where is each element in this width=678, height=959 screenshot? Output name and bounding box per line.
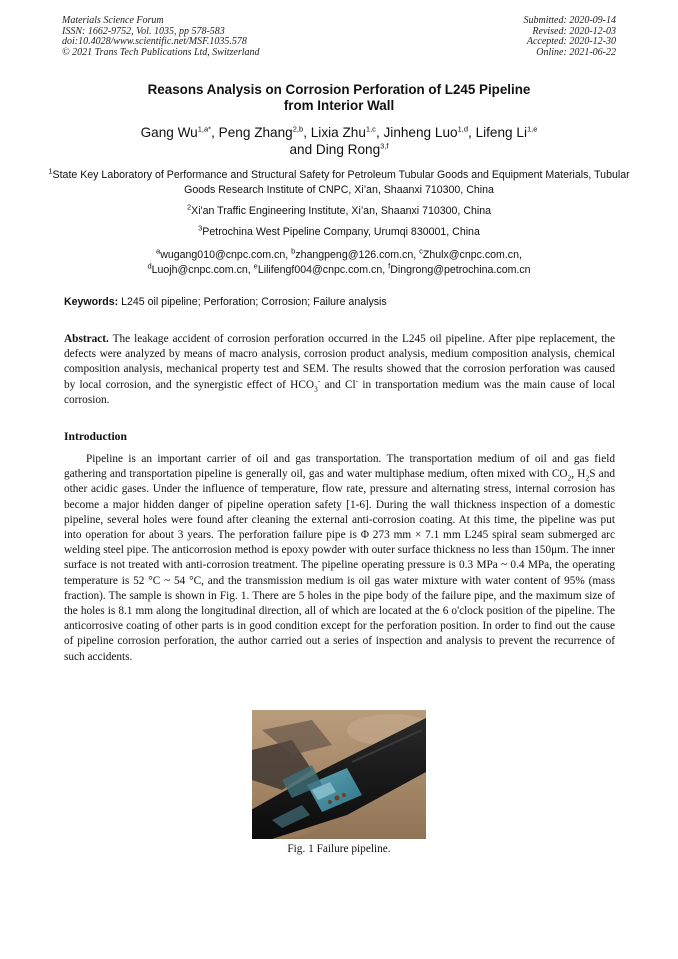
email-line-1: [40, 248, 638, 263]
affiliation-text: Xi'an Traffic Engineering Institute, Xi’an, Shaanxi 710300, China: [191, 205, 491, 217]
affiliation-mark: 2: [187, 202, 192, 212]
email-address[interactable]: Zhulx@cnpc.com.cn: [422, 249, 519, 261]
intro-text-1: Pipeline is an important carrier of oil and gas transportation. The transportation medium of oil and gas field gathering and transportation pipeline is generally oil, gas and water multiphase medium, often mixed with CO: [64, 453, 615, 481]
affiliation-text: State Key Laboratory of Performance and Structural Safety for Petroleum Tubular Goods and Equipment Materials, Tubular Goods Research Institute of CNPC, Xi’an, Shaanxi 710300, China: [52, 169, 630, 196]
author-line-2: [40, 141, 638, 158]
chloride-charge: -: [355, 375, 359, 385]
h2s-subscript: 2: [585, 473, 590, 483]
bicarbonate-formula: HCO: [290, 378, 315, 391]
author-affiliation-mark: 3,f: [380, 141, 389, 151]
email-address[interactable]: Lilifengf004@cnpc.com.cn: [257, 263, 383, 276]
doi-line: doi:10.4028/www.scientific.net/MSF.1035.578: [62, 36, 247, 48]
introduction-paragraph: [64, 452, 615, 665]
affiliation-mark: 1: [48, 166, 53, 176]
introduction-heading: Introduction: [64, 430, 127, 443]
author-name: Lifeng Li: [475, 125, 527, 140]
revised-date: Revised: 2020-12-03: [532, 25, 616, 37]
email-mark: f: [388, 260, 391, 270]
abstract-text: The leakage accident of corrosion perforation occurred in the L245 oil pipeline. After pipe replacement, the defects were analyzed by means of macro analysis, corrosion product analysis, medium composition analysis, chemical composition analysis, mechanical property test and SEM. The results showed that the corrosion perforation was caused by local corrosion, and the synergistic effect of: [64, 333, 615, 391]
author-name: and Ding Rong: [289, 142, 381, 157]
affiliation-text: Petrochina West Pipeline Company, Urumqi 830001, China: [202, 226, 480, 238]
author-name: Gang Wu: [140, 125, 198, 140]
online-date: Online: 2021-06-22: [536, 46, 616, 58]
author-affiliation-mark: 1,e: [526, 124, 538, 134]
author-separator: ,: [211, 125, 219, 140]
copyright-line: © 2021 Trans Tech Publications Ltd, Switzerland: [62, 46, 260, 58]
author-list: [40, 124, 638, 158]
intro-text-3: S and other acidic gases. Under the influence of temperature, flow rate, pressure and alternating stress, internal corrosion has become a major hidden danger of pipeline operation safety [1-6]. During the wall thickness inspection of a domestic pipeline, several holes were found after cleaning the external anti-corrosion coating. At this time, the pipeline was put into operation for about 3 years. The perforation failure pipe is Φ 273 mm × 7.1 mm L245 spiral seam submerged arc welding steel pipe. The anticorrosion method is epoxy powder with outer surface thickness no less than 150μm. The inner surface is not treated with anti-corrosion treatment. The pipeline operating pressure is 0.3 MPa ~ 0.4 MPa, the operating temperature is 52 °C ~ 54 °C, and the transmission medium is oil gas water mixture with water content of 95% (mass fraction). The sample is shown in Fig. 1. There are 5 holes in the pipe body of the failure pipe, and the maximum size of the holes is 8.1 mm along the longitudinal direction, all of which are located at the 6 o'clock position of the pipeline. The anticorrosive coating of other parts is in good condition except for the perforation position. In order to find out the cause of pipeline corrosion perforation, the author carried out a series of inspection and analysis to prevent the recurrence of such accidents.: [64, 468, 615, 663]
author-affiliation-mark: 1,a*: [197, 124, 212, 134]
email-mark: d: [147, 260, 152, 270]
submitted-date: Submitted: 2020-09-14: [523, 15, 616, 26]
keywords-section: [64, 295, 624, 309]
intro-text-2: , H: [571, 468, 586, 481]
paper-title: [40, 82, 638, 113]
email-separator: ,: [382, 263, 389, 276]
issn-line: ISSN: 1662-9752, Vol. 1035, pp 578-583: [62, 25, 225, 37]
figure-caption: Fig. 1 Failure pipeline.: [287, 843, 391, 855]
failure-pipeline-photo: [252, 710, 426, 839]
email-mark: b: [291, 246, 296, 256]
email-separator: ,: [285, 249, 292, 261]
email-list: [40, 248, 638, 277]
journal-name: Materials Science Forum: [62, 15, 164, 26]
abstract-section: [64, 332, 615, 408]
affiliation-2: [40, 204, 638, 219]
bicarbonate-subscript: 3: [314, 383, 318, 393]
author-name: Lixia Zhu: [310, 125, 366, 140]
author-separator: ,: [303, 125, 311, 140]
title-line-1: Reasons Analysis on Corrosion Perforation of L245 Pipeline: [147, 82, 531, 97]
bicarbonate-charge: -: [317, 375, 321, 385]
email-separator: ,: [519, 249, 522, 261]
email-mark: a: [156, 246, 161, 256]
keywords-text: L245 oil pipeline; Perforation; Corrosion; Failure analysis: [121, 296, 387, 308]
email-mark: c: [419, 246, 423, 256]
keywords-label: Keywords:: [64, 296, 119, 308]
abstract-text-end: in transportation medium was the main cause of local corrosion.: [64, 378, 615, 406]
email-separator: ,: [247, 263, 254, 276]
email-line-2: [40, 260, 638, 278]
author-affiliation-mark: 1,c: [365, 124, 376, 134]
author-separator: ,: [468, 125, 476, 140]
email-mark: e: [253, 260, 258, 270]
email-address[interactable]: zhangpeng@126.com.cn: [295, 249, 414, 261]
title-line-2: from Interior Wall: [283, 97, 395, 113]
affiliation-3: [40, 225, 638, 240]
affiliation-1: [40, 168, 638, 197]
author-name: Peng Zhang: [218, 125, 293, 140]
email-address[interactable]: Dingrong@petrochina.com.cn: [390, 263, 531, 276]
author-separator: ,: [375, 125, 384, 140]
author-line-1: [40, 124, 638, 141]
journal-header-right: [524, 16, 617, 58]
co2-subscript: 2: [567, 473, 572, 483]
affiliation-mark: 3: [198, 223, 203, 233]
author-affiliation-mark: 2,b: [292, 124, 304, 134]
email-separator: ,: [413, 249, 420, 261]
journal-header-left: [62, 16, 260, 58]
author-name: Jinheng Luo: [383, 125, 458, 140]
abstract-label: Abstract.: [64, 333, 109, 345]
email-address[interactable]: Luojh@cnpc.com.cn: [151, 263, 248, 276]
chloride-text: and Cl: [320, 378, 356, 391]
email-address[interactable]: wugang010@cnpc.com.cn: [160, 249, 286, 261]
accepted-date: Accepted: 2020-12-30: [526, 36, 616, 48]
author-affiliation-mark: 1,d: [457, 124, 469, 134]
